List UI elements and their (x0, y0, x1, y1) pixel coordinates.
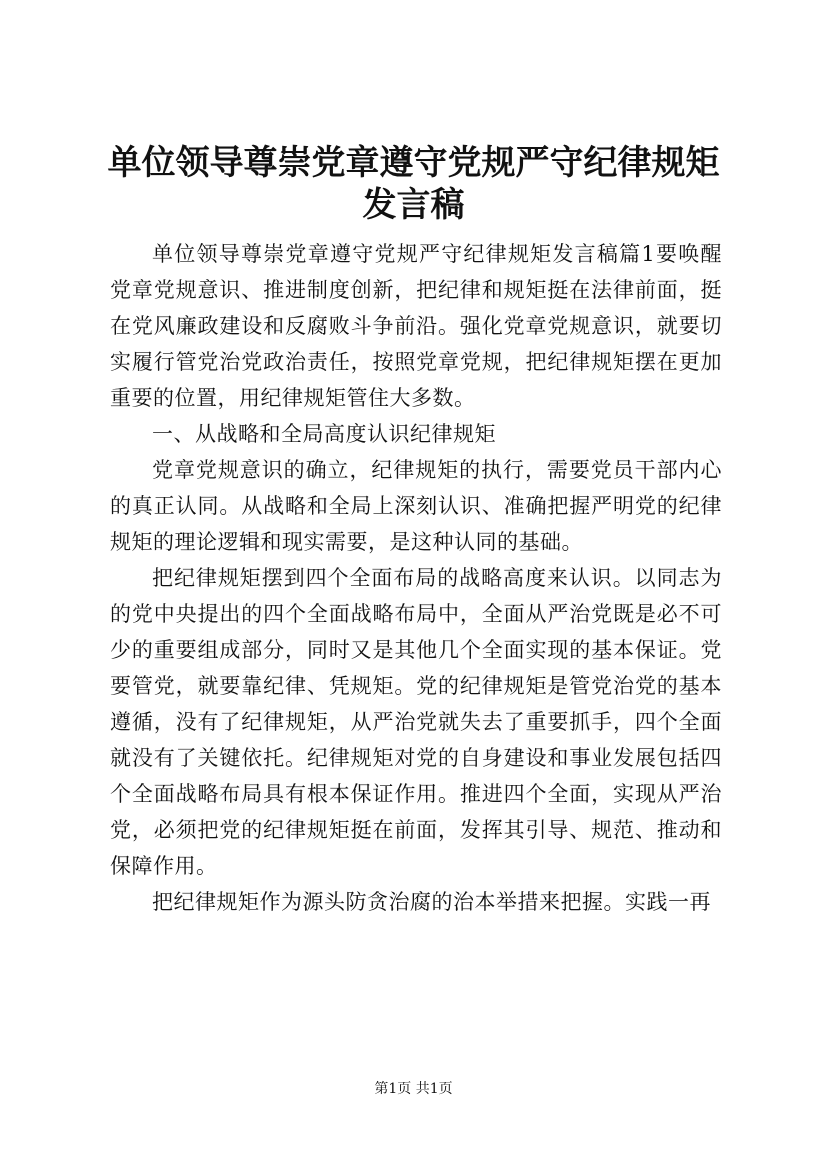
paragraph-1: 单位领导尊崇党章遵守党规严守纪律规矩发言稿篇1要唤醒党章党规意识、推进制度创新，把纪律和规矩挺在法律前面，挺在党风廉政建设和反腐败斗争前沿。强化党章党规意识，就要切实履行管党治党政治责任，按照党章党规，把纪律规矩摆在更加重要的位置，用纪律规矩管住大多数。 (110, 242, 722, 410)
paragraph-4: 把纪律规矩作为源头防贪治腐的治本举措来把握。实践一再 (152, 890, 711, 914)
paragraph-3: 把纪律规矩摆到四个全面布局的战略高度来认识。以同志为的党中央提出的四个全面战略布局中，全面从严治党既是必不可少的重要组成部分，同时又是其他几个全面实现的基本保证。党要管党，就要靠纪律、凭规矩。党的纪律规矩是管党治党的基本遵循，没有了纪律规矩，从严治党就失去了重要抓手，四个全面就没有了关键依托。纪律规矩对党的自身建设和事业发展包括四个全面战略布局具有根本保证作用。推进四个全面，实现从严治党，必须把党的纪律规矩挺在前面，发挥其引导、规范、推动和保障作用。 (110, 566, 722, 878)
document-body (110, 236, 722, 920)
document-title: 单位领导尊崇党章遵守党规严守纪律规矩发言稿 (107, 143, 720, 225)
section-heading: 一、从战略和全局高度认识纪律规矩 (152, 422, 496, 446)
paragraph-2: 党章党规意识的确立，纪律规矩的执行，需要党员干部内心的真正认同。从战略和全局上深刻认识、准确把握严明党的纪律规矩的理论逻辑和现实需要，是这种认同的基础。 (110, 458, 722, 554)
page-footer: 第1页 共1页 (374, 1081, 453, 1097)
